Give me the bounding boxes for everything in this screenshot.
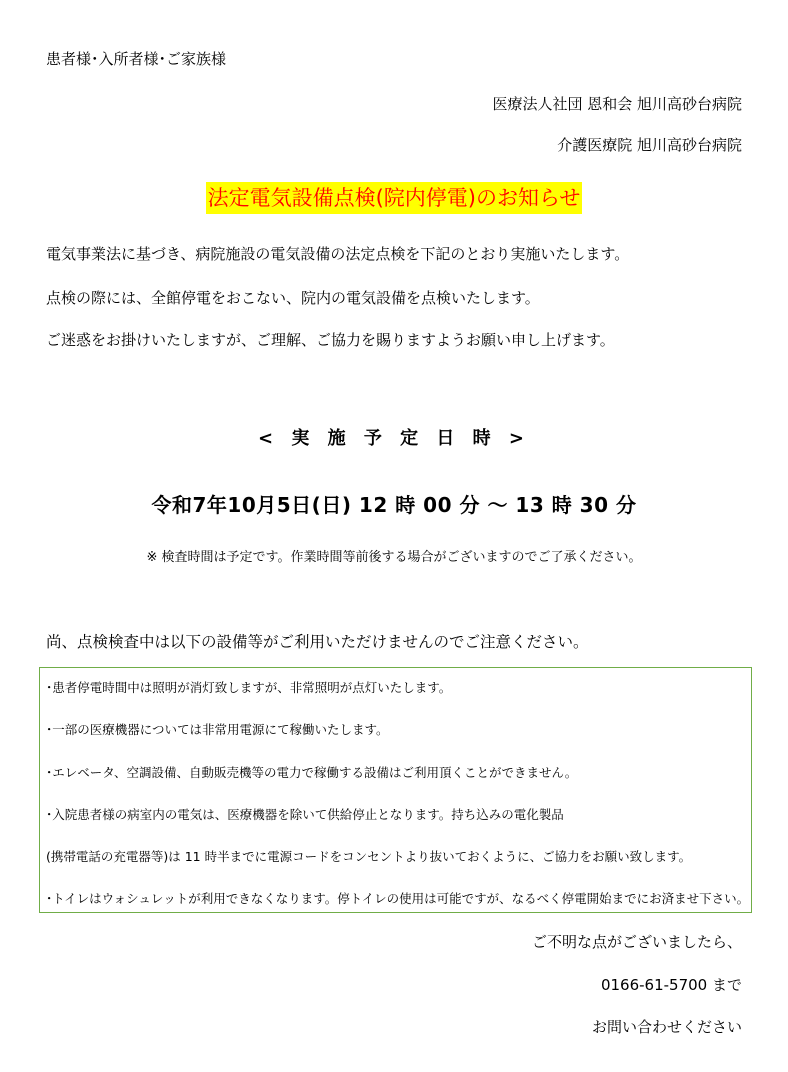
list-item: ･トイレはウォシュレットが利用できなくなります。停トイレの使用は可能ですが、なるべく停電開始までにお済ませ下さい。: [46, 891, 750, 906]
intro-paragraph-1: 電気事業法に基づき、病院施設の電気設備の法定点検を下記のとおり実施いたします。: [46, 245, 630, 263]
intro-paragraph-3: ご迷惑をお掛けいたしますが、ご理解、ご協力を賜りますようお願い申し上げます。: [46, 331, 615, 349]
schedule-heading: < 実 施 予 定 日 時 >: [257, 428, 531, 449]
list-item: ･エレベータ、空調設備、自動販売機等の電力で稼働する設備はご利用頂くことができません。: [46, 765, 578, 780]
recipients-line: 患者様･入所者様･ご家族様: [46, 50, 227, 68]
list-item: ･患者停電時間中は照明が消灯致しますが、非常照明が点灯いたします。: [46, 680, 452, 695]
list-item: ･一部の医療機器については非常用電源にて稼働いたします。: [46, 722, 389, 737]
page-title: 法定電気設備点検(院内停電)のお知らせ: [206, 182, 583, 214]
contact-line-3: お問い合わせください: [591, 1018, 742, 1036]
organization-name-hospital: 医療法人社団 恩和会 旭川高砂台病院: [492, 95, 742, 113]
schedule-note: ※ 検査時間は予定です。作業時間等前後する場合がございますのでご了承ください。: [146, 550, 642, 565]
unavailable-items-box: [39, 667, 752, 913]
list-item-continuation: (携帯電話の充電器等)は 11 時半までに電源コードをコンセントより抜いておくように、ご協力をお願い致します。: [46, 849, 692, 864]
organization-name-care-facility: 介護医療院 旭川高砂台病院: [557, 136, 742, 154]
unavailable-notice: 尚、点検検査中は以下の設備等がご利用いただけませんのでご注意ください。: [46, 633, 589, 651]
title-container: [0, 182, 788, 214]
schedule-datetime: 令和7年10月5日(日) 12 時 00 分 ～ 13 時 30 分: [151, 493, 637, 517]
list-item: ･入院患者様の病室内の電気は、医療機器を除いて供給停止となります。持ち込みの電化製品: [46, 807, 564, 822]
contact-line-1: ご不明な点がございましたら、: [531, 933, 742, 951]
intro-paragraph-2: 点検の際には、全館停電をおこない、院内の電気設備を点検いたします。: [46, 289, 540, 307]
contact-phone: 0166-61-5700 まで: [600, 976, 742, 994]
